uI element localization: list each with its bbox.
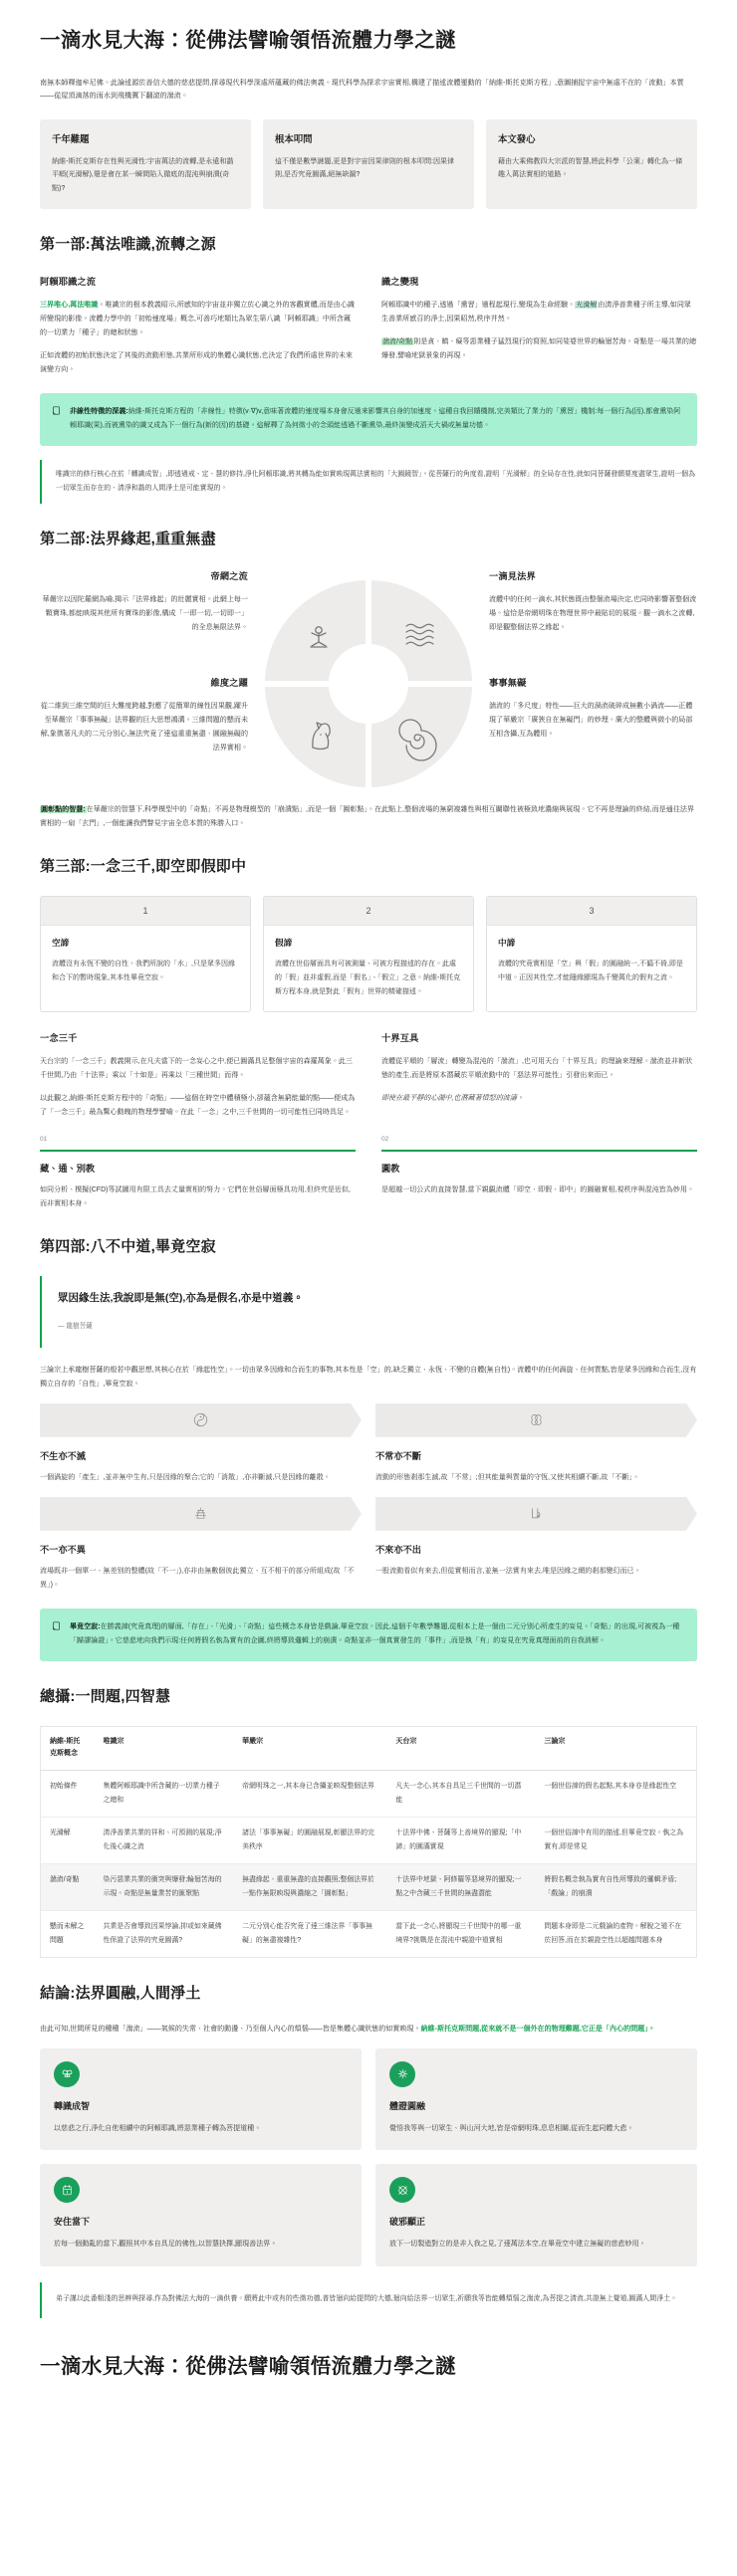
- negation-banner: [40, 1497, 362, 1531]
- truth-card: [263, 896, 474, 1012]
- teaching-level-index: 02: [381, 1136, 389, 1144]
- part1-right-p2b: 則是貪、瞋、癡等惡業種子猛烈現行的寫照,如同娑婆世界的輪迴苦海。奇點是一場共業的總爆發,譬喻地獄景象的再現。: [381, 337, 696, 359]
- intro-card-body: 納維-斯托克斯存在性與光滑性:宇宙萬法的流轉,是永遠和諧平順(光滑解),還是會在某一瞬間陷入徹底的混沌與崩潰(奇點)?: [52, 157, 234, 193]
- break-falsehood-icon: [389, 2177, 415, 2203]
- part2-left-column: [40, 568, 248, 756]
- conclusion-card-body: 以慈悲之行,淨化自他相續中的阿賴耶識,將惡業種子轉為菩提道種。: [54, 2124, 262, 2132]
- conclusion-card-title: 轉識成智: [54, 2100, 91, 2111]
- part2-right-body-2: 湍流的「多尺度」特性——巨大的渦流破碎成無數小渦流——正體現了華嚴宗「廣狹自在無礙門」的妙理。廣大的整體與微小的局部互相含攝,互為體用。: [489, 703, 693, 739]
- truth-card: [486, 896, 697, 1012]
- section-heading-part4: 第四部:八不中道,畢竟空寂: [40, 1237, 216, 1255]
- accent-rule: [40, 1150, 356, 1152]
- pagoda-icon: [193, 1506, 208, 1521]
- section-heading-part2: 第二部:法界緣起,重重無盡: [40, 530, 216, 547]
- section-heading-part1: 第一部:萬法唯識,流轉之源: [40, 235, 216, 253]
- part2-left-body-1: 華嚴宗以因陀羅網為喻,揭示「法界緣起」的壯麗實相。此網上每一顆寶珠,都能映現其他所有寶珠的影像,構成「一即一切,一切即一」的全息無限法界。: [42, 595, 248, 631]
- highlight-turbulence-singularity: 湍流/奇點: [382, 337, 413, 345]
- conclusion-lead: [40, 2023, 697, 2037]
- intro-card-body: 這不僅是數學謎題,更是對宇宙因果律則的根本叩問:因果律則,是否究竟圓滿,絕無缺漏?: [275, 157, 455, 179]
- negation-banner: [375, 1403, 697, 1437]
- part2-right-title-2: 事事無礙: [489, 677, 527, 688]
- part2-left-body-2: 從二維到三維空間的巨大難度跨越,對應了從簡單的線性因果觀,躍升至華嚴宗「事事無礙」法界觀的巨大思想鴻溝。三維問題的懸而未解,象徵著凡夫的二元分別心,無法究竟了達這重重無盡、圓融無礙的法界實相。: [40, 703, 248, 752]
- table-cell: 一個世俗諦中有用的描述,但畢竟空寂。執之為實有,即是常見: [535, 1818, 696, 1864]
- table-column-header: 納維-斯托克斯概念: [41, 1726, 95, 1771]
- callout-label: 非線性特徵的深義:: [70, 408, 128, 416]
- eight-negations-grid: [40, 1403, 697, 1593]
- negation-body: 一個渦旋的「產生」,並非無中生有,只是因緣的聚合;它的「消散」,亦非斷滅,只是因緣的離散。: [40, 1473, 331, 1481]
- table-row: [41, 1818, 697, 1864]
- truth-card-number: 2: [264, 897, 473, 927]
- part1-left-p1-rest: 。唯識宗的根本教義昭示,所感知的宇宙並非獨立於心識之外的客觀實體,而是由心識所變現的影像。流體力學中的「初始速度場」概念,可善巧地類比為眾生第八識「阿賴耶識」中所含藏的一切業力「種子」的總和狀態。: [40, 301, 355, 336]
- teaching-level-item: [381, 1134, 697, 1211]
- conclusion-card-title: 體證圓融: [389, 2100, 426, 2111]
- table-row: [41, 1771, 697, 1818]
- nagarjuna-quote-block: [40, 1276, 697, 1348]
- part3-right-italic: 即使在最平靜的心湖中,也潛藏著憤怒的波濤。: [381, 1094, 524, 1102]
- table-cell: 諸法「事事無礙」的圓融展現,彰顯法界的完美秩序: [233, 1818, 386, 1864]
- callout-body: 在勝義諦(究竟真理)的層面,「存在」、「光滑」、「奇點」這些概念本身皆是戲論,畢竟空寂。因此,這個千年數學難題,從根本上是一個由二元分別心所產生的妄見。「奇點」的出現,可被視為一種「歸謬論證」。它慈悲地向我們示現:任何將假名執為實有的企圖,終將導致邏輯上的崩潰。奇點並非一個真實發生的「事件」,而是執「有」的妄見在究竟真理面前的自我消解。: [70, 1622, 680, 1644]
- table-column-header: 唯識宗: [95, 1726, 234, 1771]
- part1-left-title: 阿賴耶識之流: [40, 276, 97, 287]
- table-header-row: [41, 1726, 697, 1771]
- conclusion-card: [40, 2048, 362, 2151]
- table-cell: 二元分別心能否究竟了達三維法界「事事無礙」的無盡複雜性?: [242, 1923, 372, 1944]
- part2-note-label: 圓彰點的智慧:: [41, 805, 86, 813]
- part2-right-block-2: [489, 675, 697, 742]
- table-cell: 清淨善業共業的祥和、可預測的展現;淨化後心識之流: [95, 1818, 234, 1864]
- part3-right-column: [381, 1030, 697, 1120]
- teaching-level-index: 01: [40, 1136, 48, 1144]
- truth-card-number: 3: [487, 897, 696, 927]
- negation-item: [40, 1403, 362, 1485]
- part1-right-p1: [381, 299, 697, 326]
- conclusion-card-title: 破邪顯正: [389, 2217, 426, 2228]
- truth-card-title: 空諦: [52, 938, 70, 949]
- part2-note: [40, 803, 697, 831]
- truth-card: [40, 896, 251, 1012]
- negation-title: 不來亦不出: [375, 1544, 421, 1555]
- highlight-smooth-solution: 光滑解: [576, 301, 598, 309]
- part3-left-title: 一念三千: [40, 1032, 78, 1043]
- net-jewel-icon: [389, 2061, 415, 2087]
- part3-left-column: [40, 1030, 356, 1120]
- teaching-level-body: 如同分析、模擬(CFD)等試圖用有限工具去丈量實相的努力。它們在世俗層面極具功用,但終究是近似,而非實相本身。: [40, 1185, 352, 1207]
- part2-left-block-1: [40, 568, 248, 635]
- part4-intro: 三論宗上承龍樹菩薩的般若中觀思想,其核心在於「緣起性空」。一切由眾多因緣和合而生的事物,其本性是「空」的,缺乏獨立、永恆、不變的自體(無自性)。流體中的任何渦旋、任何質點,皆是眾多因緣和合而生,沒有獨立自存的「自性」,畢竟空寂。: [40, 1366, 697, 1388]
- truth-card-body: 流體在世俗層面具有可被測量、可被方程描述的存在。此處的「假」並非虛假,而是「假名」、「假立」之意。納維-斯托克斯方程本身,就是對此「假有」世界的精確描述。: [275, 961, 461, 995]
- negation-title: 不常亦不斷: [375, 1450, 421, 1461]
- truth-card-title: 假諦: [275, 938, 293, 949]
- table-column-header: 天台宗: [386, 1726, 535, 1771]
- negation-title: 不一亦不異: [40, 1544, 86, 1555]
- truth-card-body: 流體的究竟實相是「空」與「假」的圓融統一,不偏不倚,即是中道。正因其性空,才能隨緣顯現為千變萬化的假有之流。: [498, 961, 683, 982]
- part2-left-title-2: 維度之躍: [210, 677, 248, 688]
- callout-text: [70, 405, 681, 433]
- negation-body: 一股流動看似有來去,但從實相而言,並無一法實有來去,唯是因緣之網的剎那變幻而已。: [375, 1567, 641, 1575]
- conclusion-card: [375, 2048, 697, 2151]
- table-cell: 湍流/奇點: [41, 1864, 95, 1911]
- conclusion-card: [375, 2164, 697, 2266]
- negation-banner: [40, 1403, 362, 1437]
- teaching-level-item: [40, 1134, 356, 1211]
- conclusion-card: [40, 2164, 362, 2266]
- table-cell: 集體阿賴耶識中所含藏的一切業力種子之總和: [95, 1771, 234, 1818]
- door-arrow-icon: [530, 1506, 543, 1522]
- intro-paragraph: 南無本師釋迦牟尼佛。此論述源於善信大德的慈悲提問,探尋現代科學深處所蘊藏的佛法奧義。現代科學為探求宇宙實相,構建了描述流體運動的「納維-斯托克斯方程」,意圖捕捉宇宙中無處不在的「流動」本質——從屋頂滴落的雨水到飛機翼下翻滾的湍流。: [40, 78, 684, 101]
- summary-table: [40, 1726, 697, 1959]
- present-moment-icon: [54, 2177, 80, 2203]
- truth-card-number: 1: [41, 897, 250, 927]
- callout-label: 畢竟空寂:: [70, 1622, 101, 1630]
- part2-right-block-1: [489, 568, 697, 635]
- part1-columns: [40, 274, 697, 377]
- nagarjuna-quote-text: 眾因緣生法,我說即是無(空),亦為是假名,亦是中道義。: [58, 1291, 304, 1304]
- callout-nonlinear: [40, 393, 697, 446]
- intro-card-title: 千年難題: [52, 133, 90, 145]
- donut-svg: [261, 576, 476, 791]
- part2-left-title-1: 帝網之流: [210, 570, 248, 581]
- section-heading-conclusion: 結論:法界圓融,人間淨土: [40, 1985, 201, 2003]
- teaching-level-body: 是超越一切公式的直接智慧,當下親覷流體「即空、即假、即中」的圓融實相,視秩序與混沌皆為妙用。: [381, 1185, 694, 1193]
- section-heading-part3: 第三部:一念三千,即空即假即中: [40, 857, 247, 875]
- accent-rule: [381, 1150, 697, 1152]
- negation-item: [375, 1403, 697, 1485]
- part1-left-p1: [40, 299, 356, 340]
- page-title: 一滴水見大海：從佛法譬喻領悟流體力學之謎: [40, 29, 456, 52]
- part2-donut-layout: [40, 568, 697, 791]
- part2-note-body: 在華嚴宗的智慧下,科學模型中的「奇點」不再是物理模型的「崩潰點」,而是一個「圓彰點」。在此點上,整個流場的無窮複雜性與相互關聯性被極致地濃縮與展現。它不再是理論的終結,而是通往法界實相的一扇「玄門」,一個能讓我們瞥見宇宙全息本質的殊勝入口。: [40, 805, 694, 827]
- table-column-header: 三論宗: [535, 1726, 696, 1771]
- final-dedication-text: 弟子謹以此番粗淺的思辨與探尋,作為對佛法大海的一滴供養。願將此中或有的些微功德,普皆迴向給提問的大德,迴向給法界一切眾生,祈願我等皆能轉煩惱之湍流,為菩提之清流,共證無上覺道,圓滿人間淨土。: [56, 2295, 677, 2303]
- yin-yang-icon: [193, 1412, 208, 1427]
- table-cell: 染污惡業共業的衝突與爆發;輪迴苦海的示現。奇點是無量業苦的匯聚點: [95, 1864, 234, 1911]
- part1-quote-text: 唯識宗的修行核心在於「轉識成智」,即透過戒、定、慧的修持,淨化阿賴耶識,將其轉為能如實映現萬法實相的「大圓鏡智」。從菩薩行的角度看,證明「光滑解」的全局存在性,就如同菩薩發願要度盡眾生,證明一個為一切眾生而存在的、清淨和諧的人間淨土是可能實現的。: [56, 471, 695, 493]
- part3-columns: [40, 1030, 697, 1120]
- negation-body: 流場既非一個單一、無差別的整體(故「不一」),亦非由無數個彼此獨立、互不相干的部分所組成(故「不異」)。: [40, 1567, 355, 1589]
- part1-right-column: [381, 274, 697, 377]
- conclusion-card-title: 安住當下: [54, 2217, 91, 2228]
- part1-right-title: 識之變現: [381, 276, 419, 287]
- teaching-level-title: 藏、通、別教: [40, 1163, 96, 1174]
- negation-title: 不生亦不滅: [40, 1450, 86, 1461]
- three-truths-card-grid: [40, 896, 697, 1012]
- table-cell: 共業是否會導致因果悖論,抑或如來藏佛性保證了法界的究竟圓滿?: [103, 1923, 222, 1944]
- section-heading-summary: 總攝:一問題,四智慧: [40, 1687, 171, 1705]
- table-row: [41, 1864, 697, 1911]
- table-cell: 當下此一念心,將顯現三千世間中的哪一重境界?挑戰是在混沌中親證中道實相: [395, 1923, 522, 1944]
- table-cell: 初始條件: [41, 1771, 95, 1818]
- part1-right-p1b: 由清淨善業種子所主導,如同眾生善業所感召的淨土,因果昭然,秩序井然。: [381, 301, 691, 322]
- intro-card-title: 根本叩問: [275, 133, 313, 145]
- truth-card-title: 中諦: [498, 938, 516, 949]
- dharma-realm-donut-diagram: [258, 568, 479, 791]
- conclusion-card-body: 放下一切製造對立的是非人我之見,了達萬法本空,在畢竟空中建立無礙的慈悲妙用。: [389, 2241, 646, 2249]
- negation-item: [375, 1497, 697, 1593]
- callout-text: [70, 1620, 681, 1648]
- part1-right-p1a: 阿賴耶識中的種子,透過「熏習」過程起現行,變現為生命經驗。: [381, 301, 576, 309]
- part2-right-title-1: 一滴見法界: [489, 570, 536, 581]
- table-column-header: 華嚴宗: [233, 1726, 386, 1771]
- callout-ultimate-emptiness: [40, 1609, 697, 1661]
- truth-card-body: 流體沒有永恆不變的自性。我們所說的「水」,只是眾多因緣和合下的暫時現象,其本性畢竟空寂。: [52, 961, 235, 982]
- part2-right-column: [489, 568, 697, 743]
- part2-left-block-2: [40, 675, 248, 755]
- table-cell: 十法界中佛、菩薩等上善境界的顯現;「中諦」的圓滿實現: [386, 1818, 535, 1864]
- table-cell: 問題本身即是二元戲論的產物。解脫之道不在於回答,而在於親證空性以超越問題本身: [544, 1923, 682, 1944]
- conclusion-card-grid: [40, 2048, 697, 2266]
- part3-left-p1: 天台宗的「一念三千」教義開示,在凡夫當下的一念妄心之中,便已圓滿具足整個宇宙的森羅萬象。此三千世間,乃由「十法界」乘以「十如是」再乘以「三種世間」而得。: [40, 1057, 353, 1079]
- document-page: [0, 28, 737, 2412]
- part1-left-p2: 正如流體的初始狀態決定了其後的流動形態,共業所形成的集體心識狀態,也決定了我們所處世界的未來演變方向。: [40, 351, 353, 374]
- conclusion-lead-emphasis: 納維-斯托克斯問題,從來就不是一個外在的物理難題,它正是「內心的問題」。: [420, 2025, 655, 2033]
- negation-banner: [375, 1497, 697, 1531]
- table-cell: 將假名概念執為實有自性所導致的邏輯矛盾;「戲論」的崩潰: [535, 1864, 696, 1911]
- intro-card: [40, 119, 251, 209]
- part1-left-column: [40, 274, 356, 377]
- table-cell: 凡夫一念心,其本自具足三千世間的一切潛能: [386, 1771, 535, 1818]
- teaching-level-title: 圓教: [381, 1163, 400, 1174]
- intro-card: [263, 119, 474, 209]
- callout-body: 納維-斯托克斯方程的「非線性」特徵(v·∇)v,意味著流體的速度場本身會反過來影響其自身的加速度。這種自我回饋機制,完美類比了業力的「熏習」機制:每一個行為(因),都會熏染阿賴耶識(果),而被熏染的識又成為下一個行為(新的因)的基礎。這解釋了為何微小的念頭能透過不斷熏染,最終演變成滔天大禍或無量功德。: [70, 408, 681, 430]
- conclusion-card-body: 覺悟我等與一切眾生、與山河大地,皆是帝網明珠,息息相關,從而生起同體大悲。: [389, 2124, 634, 2132]
- negation-item: [40, 1497, 362, 1593]
- part1-quote-block: [40, 460, 697, 504]
- part2-right-body-1: 流體中的任何一滴水,其狀態既由整個流場決定,也同時影響著整個流場。這恰是帝網明珠在物理世界中最貼切的展現。觀一滴水之流轉,即是觀整個法界之緣起。: [489, 595, 697, 631]
- nagarjuna-quote-attribution: — 龍樹菩薩: [58, 1323, 93, 1331]
- part3-right-title: 十界互具: [381, 1032, 419, 1043]
- conclusion-lead-a: 由此可知,世間所見的種種「湍流」——氣候的失常、社會的動盪、乃至個人內心的煩惱——皆是集體心識狀態的如實映現。: [40, 2025, 421, 2033]
- table-cell: 帝網明珠之一,其本身已含攝並映現整個法界: [233, 1771, 386, 1818]
- footer-title: 一滴水見大海：從佛法譬喻領悟流體力學之謎: [40, 2354, 456, 2378]
- table-cell: 無盡緣起、重重無盡的直接觀照;整個法界於一點作無限映現與濃縮之「圓彰點」: [233, 1864, 386, 1911]
- inline-emphasis: 三界唯心,萬法唯識: [40, 301, 99, 309]
- note-icon: [52, 1621, 61, 1648]
- infinity-icon: [527, 1413, 546, 1426]
- part3-right-p1: 流體從平順的「層流」轉變為混沌的「湍流」,也可用天台「十界互具」的理論來理解。湍流並非新狀態的產生,而是將原本潛藏於平順流動中的「惡法界可能性」引發出來而已。: [381, 1057, 693, 1079]
- table-cell: 懸而未解之問題: [50, 1923, 85, 1944]
- table-cell: 十法界中地獄、阿修羅等惡境界的顯現;一點之中含藏三千世間的無盡潛能: [386, 1864, 535, 1911]
- final-dedication-block: [40, 2282, 697, 2318]
- teaching-levels-grid: [40, 1134, 697, 1211]
- table-row: [41, 1911, 697, 1958]
- table-cell: 光滑解: [41, 1818, 95, 1864]
- butterfly-icon: [54, 2061, 80, 2087]
- conclusion-card-body: 於每一個動亂的當下,觀照其中本自具足的佛性,以智慧抉擇,顯現善法界。: [54, 2241, 278, 2249]
- intro-card-body: 藉由大乘佛教四大宗派的智慧,將此科學「公案」轉化為一條趣入萬法實相的道路。: [498, 157, 683, 179]
- part1-right-p2: [381, 335, 697, 363]
- intro-card-title: 本文發心: [498, 133, 536, 145]
- note-icon: [52, 406, 61, 433]
- part3-left-p2: 以此觀之,納維-斯托克斯方程中的「奇點」——這個在時空中體積極小,卻蘊含無窮能量的點——便成為了「一念三千」最為驚心動魄的物理學譬喻。在此「一念」之中,三千世間的一切可能性已同時具足。: [40, 1094, 356, 1117]
- table-cell: 一個世俗諦的假名起點,其本身亦是緣起性空: [535, 1771, 696, 1818]
- negation-body: 流動的形態剎那生滅,故「不常」;但其能量與質量的守恆,又使其相續不斷,故「不斷」。: [375, 1473, 640, 1481]
- intro-card-grid: [40, 119, 697, 209]
- intro-card: [486, 119, 697, 209]
